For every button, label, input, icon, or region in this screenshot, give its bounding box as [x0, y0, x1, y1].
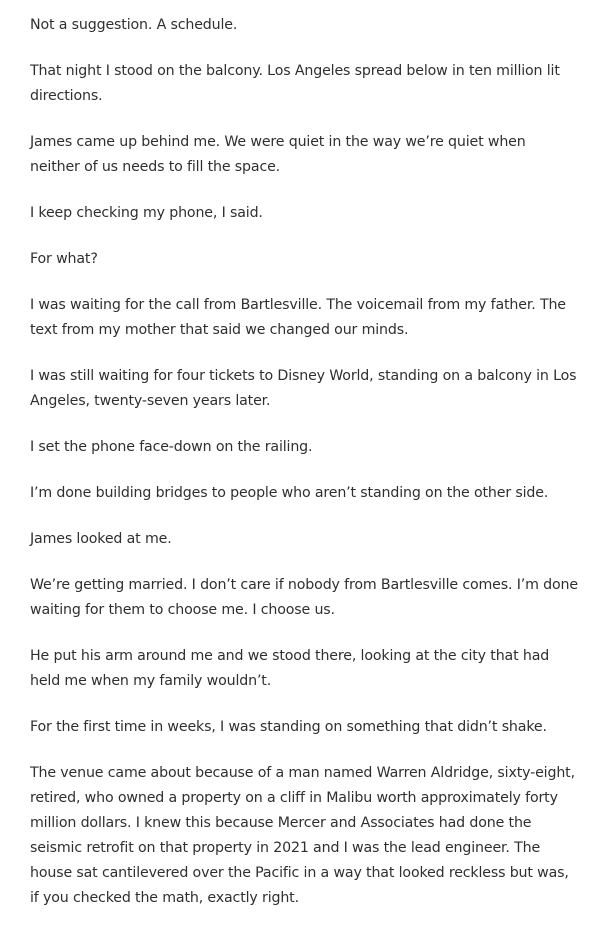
article-body [30, 13, 578, 932]
paragraph: We’re getting married. I don’t care if nobody from Bartlesville comes. I’m done waiting for them to choose me. I choose us. [30, 577, 578, 618]
paragraph: That night I stood on the balcony. Los Angeles spread below in ten million lit directions. [30, 63, 560, 104]
paragraph: I was waiting for the call from Bartlesville. The voicemail from my father. The text from my mother that said we changed our minds. [30, 297, 566, 338]
paragraph: For the first time in weeks, I was standing on something that didn’t shake. [30, 719, 547, 735]
paragraph: The venue came about because of a man named Warren Aldridge, sixty-eight, retired, who owned a property on a cliff in Malibu worth approximately forty million dollars. I knew this because Mercer and Associates had done the seismic retrofit on that property in 2021 and I was the lead engineer. The house sat cantilevered over the Pacific in a way that looked reckless but was, if you checked the math, exactly right. [30, 765, 575, 906]
paragraph: James looked at me. [30, 531, 172, 547]
paragraph: Not a suggestion. A schedule. [30, 17, 238, 33]
paragraph: I was still waiting for four tickets to Disney World, standing on a balcony in Los Angeles, twenty-seven years later. [30, 368, 577, 409]
paragraph: He put his arm around me and we stood there, looking at the city that had held me when my family wouldn’t. [30, 648, 550, 689]
paragraph: I’m done building bridges to people who aren’t standing on the other side. [30, 485, 549, 501]
paragraph: I set the phone face-down on the railing. [30, 439, 313, 455]
paragraph: For what? [30, 251, 98, 267]
paragraph: I keep checking my phone, I said. [30, 205, 263, 221]
paragraph: James came up behind me. We were quiet in the way we’re quiet when neither of us needs to fill the space. [30, 134, 526, 175]
